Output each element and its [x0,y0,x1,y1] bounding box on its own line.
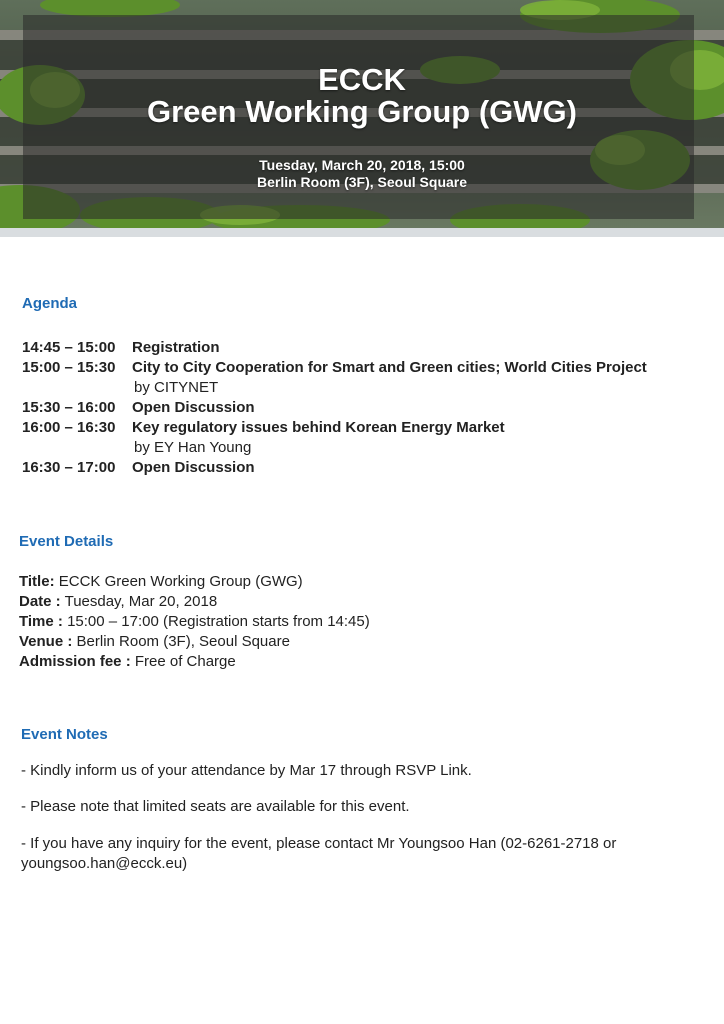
detail-label: Date : [19,593,61,610]
event-title-line2: Green Working Group (GWG) [147,94,577,129]
agenda-row [22,398,255,418]
event-notes-heading: Event Notes [21,726,108,743]
note-contact: - If you have any inquiry for the event, please contact Mr Youngsoo Han (02-6261-2718 or youngsoo.han@ecck.eu) [21,835,617,872]
detail-value: Free of Charge [130,653,236,670]
agenda-title: Registration [132,339,220,356]
detail-label: Time : [19,613,63,630]
detail-value: Tuesday, Mar 20, 2018 [60,593,218,610]
agenda-title: Open Discussion [132,459,255,476]
detail-value: Berlin Room (3F), Seoul Square [72,633,290,650]
detail-value: 15:00 – 17:00 (Registration starts from 14:45) [62,613,370,630]
agenda-time: 14:45 – 15:00 [22,339,116,356]
agenda-title: Key regulatory issues behind Korean Energy Market [132,419,505,436]
detail-time [19,612,370,632]
note-limited-seats: - Please note that limited seats are available for this event. [21,798,410,815]
agenda-time: 16:30 – 17:00 [22,459,116,476]
agenda-speaker: by CITYNET [134,379,219,396]
agenda-title: Open Discussion [132,399,255,416]
agenda-time: 16:00 – 16:30 [22,419,116,436]
event-title-line1: ECCK [318,62,406,97]
detail-admission-fee [19,652,236,672]
agenda-row [22,458,255,478]
agenda-time: 15:00 – 15:30 [22,359,116,376]
detail-label: Title: [19,573,55,590]
event-venue: Berlin Room (3F), Seoul Square [256,174,468,190]
note-rsvp: - Kindly inform us of your attendance by Mar 17 through RSVP Link. [21,762,472,779]
detail-title [19,572,303,592]
agenda-speaker: by EY Han Young [134,439,252,456]
agenda-row [22,358,647,378]
header-banner [0,0,724,237]
agenda-row [22,418,505,438]
agenda-row [22,338,220,358]
agenda-heading: Agenda [22,295,78,312]
event-details-heading: Event Details [19,533,114,550]
event-date: Tuesday, March 20, 2018, 15:00 [259,157,465,173]
agenda-title: City to City Cooperation for Smart and Green cities; World Cities Project [132,359,647,376]
detail-value: ECCK Green Working Group (GWG) [54,573,303,590]
detail-label: Venue : [19,633,73,650]
detail-date [19,592,217,612]
detail-label: Admission fee : [19,653,131,670]
agenda-time: 15:30 – 16:00 [22,399,116,416]
detail-venue [19,632,290,652]
